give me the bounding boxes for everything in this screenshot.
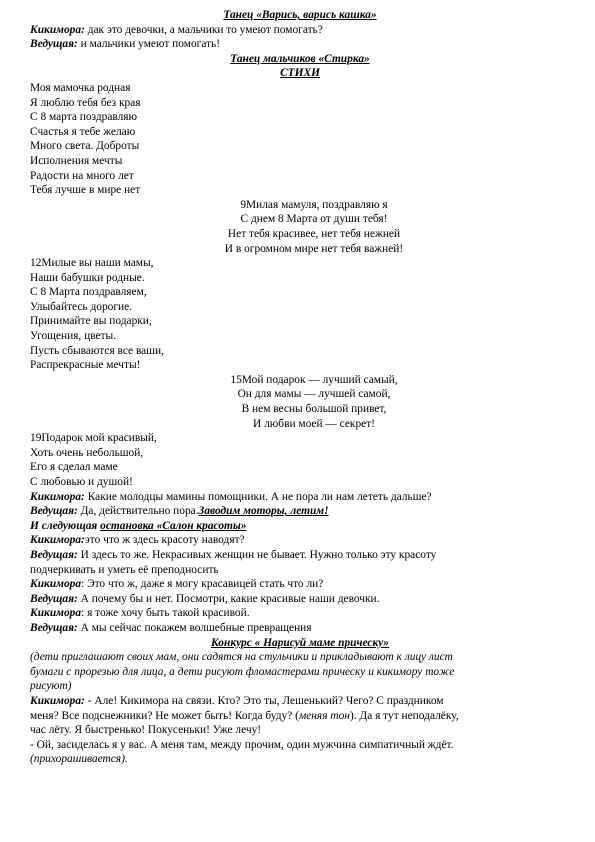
dialogue-line (30, 533, 570, 548)
speech-text: ). Да я тут неподалёку, (349, 709, 459, 722)
poem-line: С 8 марта поздравляю (30, 111, 138, 124)
speech-text: - Але! Кикимора на связи. Кто? Это ты, Лешенький? Чего? С праздником (84, 694, 444, 707)
poem-line: Я люблю тебя без края (30, 96, 141, 109)
dialogue-line (30, 592, 570, 607)
document-page (30, 8, 570, 767)
poem-19 (30, 431, 570, 489)
poem-line: Пусть сбываются все ваши, (30, 344, 164, 357)
speaker-kikimora: Кикимора: (30, 694, 85, 707)
poem-line: Он для мамы — лучшей самой, (237, 388, 391, 401)
dialogue-line (30, 23, 570, 38)
poem-line: 19Подарок мой красивый, (30, 432, 157, 445)
speaker-host: Ведущая: (30, 592, 78, 605)
emphasis-text: Заводим моторы, летим! (198, 505, 329, 518)
speaker-host: Ведущая: (30, 505, 78, 518)
speaker-kikimora: Кикимора (30, 578, 82, 591)
stage-direction: бумаги с прорезью для лица, а дети рисуют фломастерами прическу и кикимору тоже (30, 665, 455, 678)
poem-line: 15Мой подарок — лучший самый, (230, 373, 398, 386)
poem-line: Распрекрасные мечты! (30, 359, 141, 372)
speech-continuation: час лёту. Я быстренько! Покусеньки! Уже лечу! (30, 724, 262, 737)
stage-direction: (прихорашивается). (30, 753, 128, 766)
poem-9 (30, 198, 570, 256)
heading-poems: СТИХИ (280, 67, 320, 80)
speaker-host: Ведущая: (30, 621, 78, 634)
dialogue-line (30, 504, 570, 519)
dialogue-line (30, 621, 570, 636)
poem-12 (30, 256, 570, 373)
poem-line: Исполнения мечты (30, 154, 123, 167)
poem-line: Наши бабушки родные. (30, 271, 145, 284)
speech-continuation (30, 709, 570, 724)
speech-text: Какие молодцы мамины помощники. А не пора ли нам лететь дальше? (84, 490, 432, 503)
speech-continuation: подчеркивать и уметь её преподносить (30, 563, 219, 576)
poem-line: 12Милые вы наши мамы, (30, 257, 154, 270)
speaker-kikimora: Кикимора: (30, 490, 85, 503)
poem-line: В нем весны большой привет, (241, 403, 387, 416)
heading-prefix: И следующая (30, 519, 101, 532)
poem-line: Угощения, цветы. (30, 330, 117, 343)
stage-direction: (дети приглашают своих мам, они садятся на стульчики и прикладывают к лицу лист (30, 651, 453, 664)
dialogue-line (30, 548, 570, 563)
speech-text: меня? Все подснежники? Не может быть! Когда буду? ( (30, 709, 299, 722)
poem-line: Много света. Доброты (30, 140, 140, 153)
poem-1 (30, 81, 570, 198)
speaker-kikimora: Кикимора (30, 607, 82, 620)
poem-line: Принимайте вы подарки, (30, 315, 152, 328)
speaker-kikimora: Кикимора: (30, 23, 85, 36)
poem-line: Хоть очень небольшой, (30, 446, 144, 459)
speech-text: А мы сейчас покажем волшебные превращения (77, 621, 312, 634)
speech-continuation: - Ой, засиделась я у вас. А меня там, между прочим, один мужчина симпатичный ждёт. (30, 738, 454, 751)
poem-line: С днем 8 Марта от души тебя! (240, 213, 388, 226)
heading-stop: остановка «Салон красоты» (100, 519, 247, 532)
dialogue-line (30, 606, 570, 621)
speaker-host: Ведущая: (30, 548, 78, 561)
poem-line: И в огромном мире нет тебя важней! (224, 242, 404, 255)
dialogue-line (30, 694, 570, 709)
poem-line: Улыбайтесь дорогие. (30, 300, 133, 313)
heading-dance-kashka: Танец «Варись, варись кашка» (223, 9, 377, 21)
poem-line: Радости на много лет (30, 169, 134, 182)
section-heading-beauty-salon (30, 519, 570, 534)
dialogue-line (30, 577, 570, 592)
speech-text: И здесь то же. Некрасивых женщин не бывает. Нужно только эту красоту (77, 548, 437, 561)
speech-text: и мальчики умеют помогать! (77, 38, 221, 51)
dialogue-line (30, 37, 570, 52)
poem-15 (30, 373, 570, 431)
stage-direction: рисуют) (30, 680, 72, 693)
tone-remark: меняя тон (298, 709, 350, 722)
poem-line: С любовью и душой! (30, 476, 133, 488)
heading-dance-stirka: Танец мальчиков «Стирка» (230, 52, 370, 65)
poem-line: Нет тебя красивее, нет тебя нежней (227, 227, 401, 240)
speech-text: : Это что ж, даже я могу красавицей стать что ли? (81, 578, 324, 591)
poem-line: Счастья я тебе желаю (30, 125, 136, 138)
speaker-kikimora: Кикимора: (30, 534, 85, 547)
speech-text: А почему бы и нет. Посмотри, какие красивые наши девочки. (77, 592, 380, 605)
poem-line: Моя мамочка родная (30, 81, 131, 94)
speech-text: это что ж здесь красоту наводят? (84, 534, 245, 547)
speech-text: дак это девочки, а мальчики то умеют помогать? (84, 23, 323, 36)
poem-line: 9Милая мамуля, поздравляю я (240, 198, 388, 211)
poem-line: Его я сделал маме (30, 461, 118, 474)
dialogue-line (30, 490, 570, 505)
speech-text: : я тоже хочу быть такой красивой. (81, 607, 250, 620)
speaker-host: Ведущая: (30, 38, 78, 51)
heading-contest: Конкурс « Нарисуй маме прическу» (211, 636, 389, 649)
poem-line: Тебя лучше в мире нет (30, 184, 141, 197)
poem-line: И любви моей — секрет! (253, 417, 375, 430)
poem-line: С 8 Марта поздравляем, (30, 286, 147, 299)
speech-text: Да, действительно пора. (77, 505, 199, 518)
